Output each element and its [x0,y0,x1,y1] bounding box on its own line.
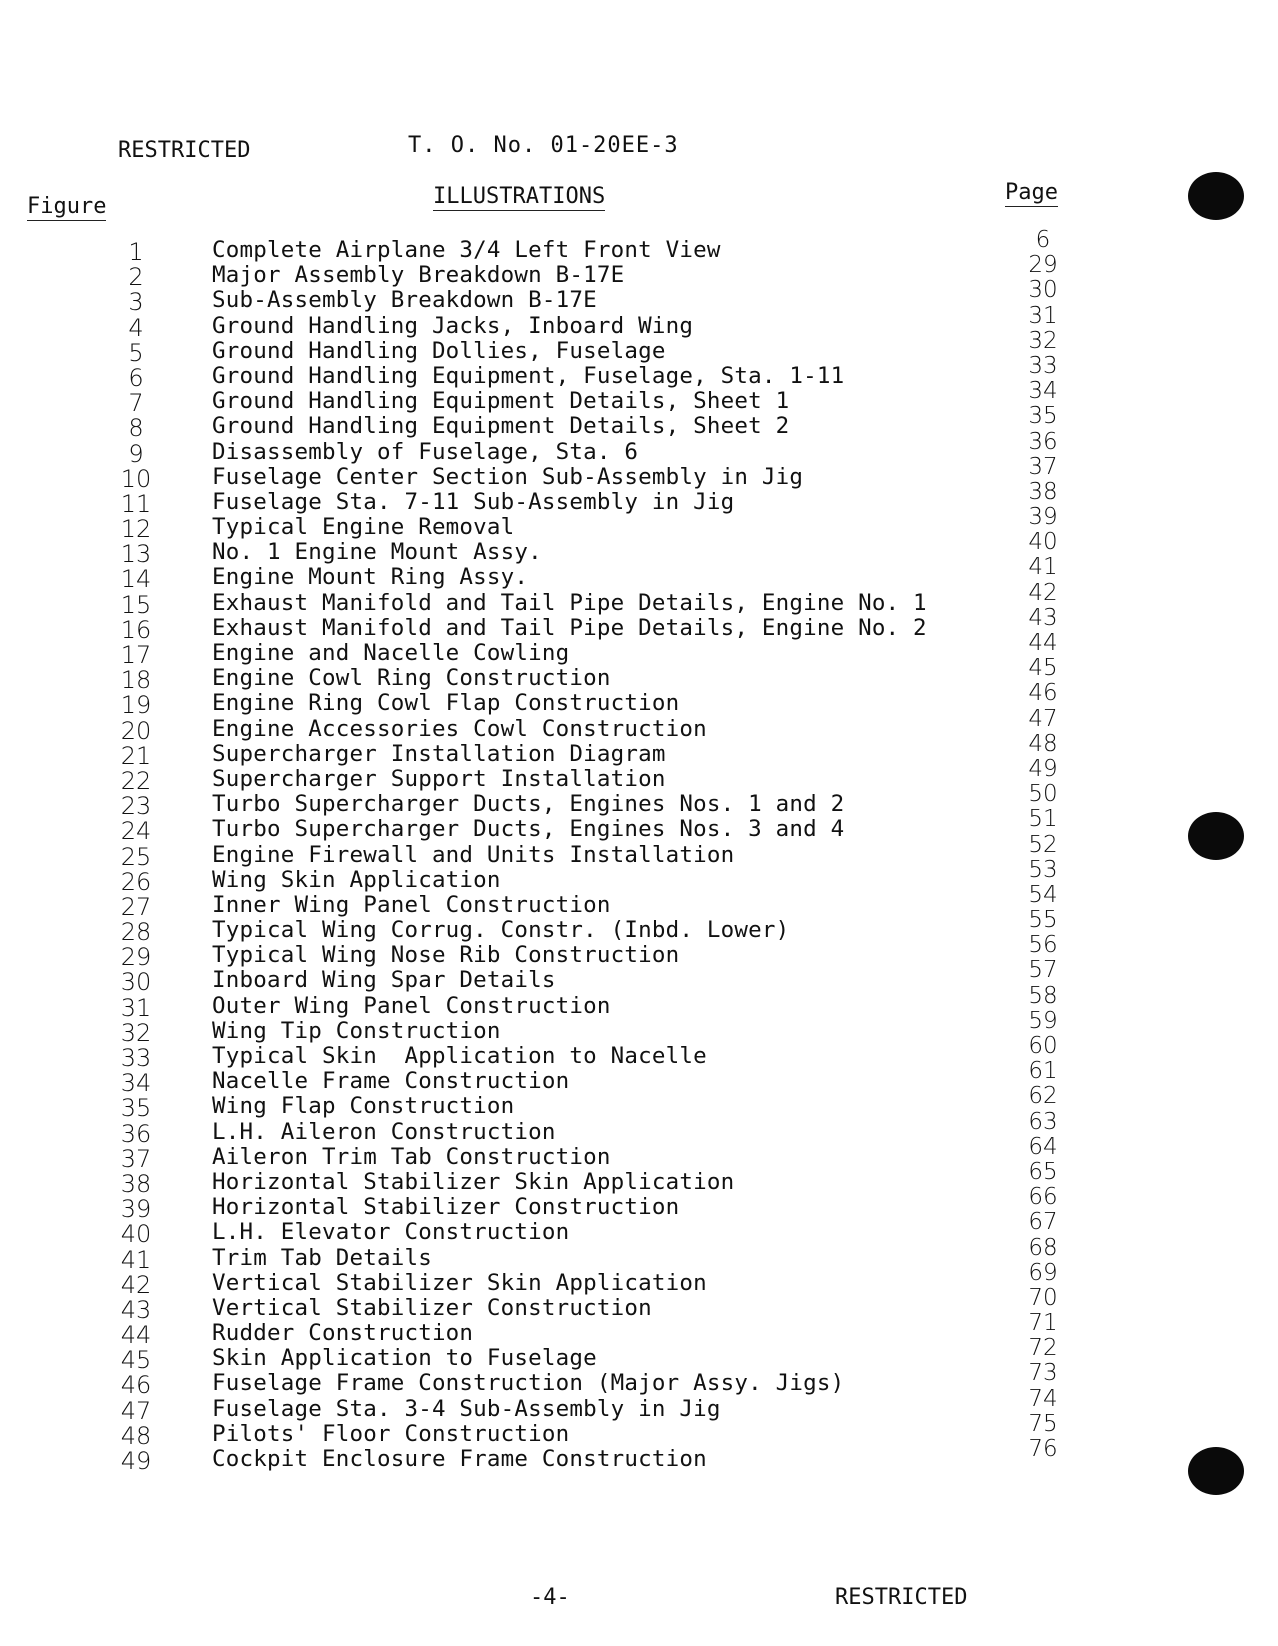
page-number: 75 [1028,1410,1058,1437]
page-number: 65 [1028,1158,1058,1185]
page-number: 30 [1028,277,1058,304]
figure-number: 16 [120,615,152,644]
figure-number: 10 [120,464,152,493]
figure-number: 34 [120,1069,152,1098]
page-number: 61 [1028,1058,1058,1085]
page-number: 67 [1028,1209,1058,1236]
page-number: 59 [1028,1007,1058,1034]
figure-number: 11 [120,489,152,518]
figure-number: 40 [120,1220,152,1249]
illustrations-list [0,227,1278,1475]
figure-number: 47 [120,1396,152,1425]
figure-number: 25 [120,842,152,871]
page-number: 54 [1028,881,1058,908]
column-header-figure: Figure [27,194,107,219]
page-number: 53 [1028,856,1058,883]
page-number: 32 [1028,327,1058,354]
footer-page-number: -4- [530,1585,570,1610]
page-number: 62 [1028,1083,1058,1110]
figure-number: 8 [128,414,144,443]
figure-title: Wing Flap Construction [212,1093,515,1120]
page-number: 48 [1028,730,1058,757]
figure-title: Nacelle Frame Construction [212,1068,570,1095]
figure-title: Inboard Wing Spar Details [212,967,556,994]
figure-title: Vertical Stabilizer Skin Application [212,1269,707,1296]
page-number: 46 [1028,680,1058,707]
figure-title: Turbo Supercharger Ducts, Engines Nos. 3 and 4 [212,816,845,843]
figure-title: Major Assembly Breakdown B-17E [212,262,625,289]
figure-number: 2 [128,263,144,292]
page-number: 51 [1028,806,1058,833]
figure-number: 32 [120,1018,152,1047]
page-number: 29 [1028,252,1058,279]
figure-number: 4 [128,313,144,342]
page-number: 68 [1028,1234,1058,1261]
page-number: 38 [1028,478,1058,505]
figure-number: 14 [120,565,152,594]
figure-title: Fuselage Sta. 3-4 Sub-Assembly in Jig [212,1395,721,1422]
figure-number: 6 [128,363,144,392]
page-number: 69 [1028,1259,1058,1286]
figure-title: Exhaust Manifold and Tail Pipe Details, Engine No. 1 [212,589,927,616]
figure-number: 29 [120,943,152,972]
figure-title: Ground Handling Jacks, Inboard Wing [212,312,694,339]
page-number: 47 [1028,705,1058,732]
page-number: 74 [1028,1385,1058,1412]
figure-title: Engine Cowl Ring Construction [212,665,611,692]
column-header-page: Page [1005,180,1058,205]
figure-title: Engine Ring Cowl Flap Construction [212,690,680,717]
figure-number: 5 [128,338,144,367]
figure-title: Ground Handling Equipment Details, Sheet 2 [212,413,790,440]
figure-title: Exhaust Manifold and Tail Pipe Details, Engine No. 2 [212,614,927,641]
page-number: 50 [1028,781,1058,808]
figure-number: 42 [120,1270,152,1299]
figure-number: 35 [120,1094,152,1123]
figure-number: 38 [120,1169,152,1198]
page-number: 45 [1028,655,1058,682]
page-number: 64 [1028,1133,1058,1160]
figure-title: Wing Tip Construction [212,1017,501,1044]
figure-title: Typical Engine Removal [212,514,515,541]
page-number: 72 [1028,1335,1058,1362]
figure-number: 13 [120,540,152,569]
figure-number: 3 [128,288,144,317]
figure-title: Sub-Assembly Breakdown B-17E [212,287,597,314]
figure-title: Supercharger Installation Diagram [212,740,666,767]
page-number: 6 [1035,227,1051,253]
figure-number: 1 [128,238,144,266]
figure-number: 28 [120,918,152,947]
figure-title: Turbo Supercharger Ducts, Engines Nos. 1 and 2 [212,791,845,818]
figure-number: 46 [120,1371,152,1400]
page-number: 60 [1028,1033,1058,1059]
figure-number: 20 [120,716,152,745]
figure-number: 43 [120,1295,152,1324]
figure-title: Wing Skin Application [212,866,501,893]
figure-number: 22 [120,766,152,795]
page-number: 66 [1028,1184,1058,1211]
page-number: 55 [1028,907,1058,934]
page-number: 37 [1028,453,1058,480]
figure-title: Pilots' Floor Construction [212,1420,570,1447]
header-classification: RESTRICTED [118,138,251,163]
binder-hole-top [1188,172,1244,220]
figure-title: Horizontal Stabilizer Construction [212,1194,680,1221]
figure-title: Fuselage Center Section Sub-Assembly in Jig [212,463,804,490]
figure-title: Engine and Nacelle Cowling [212,640,570,666]
figure-number: 36 [120,1119,152,1148]
page-number: 76 [1028,1436,1058,1462]
page-number: 31 [1028,302,1058,329]
figure-title: Fuselage Frame Construction (Major Assy. Jigs) [212,1370,845,1397]
figure-title: Trim Tab Details [212,1244,432,1271]
figure-number: 12 [120,515,152,544]
page-number: 34 [1028,378,1058,405]
figure-title: Ground Handling Equipment, Fuselage, Sta. 1-11 [212,362,845,389]
footer-classification: RESTRICTED [835,1585,968,1610]
figure-title: Rudder Construction [212,1320,474,1347]
figure-title: Horizontal Stabilizer Skin Application [212,1168,735,1195]
page-number: 36 [1028,428,1058,455]
page-number: 44 [1028,630,1058,656]
figure-title: Skin Application to Fuselage [212,1345,597,1372]
page-title: ILLUSTRATIONS [433,184,606,209]
figure-title: L.H. Aileron Construction [212,1118,556,1145]
page-number: 39 [1028,504,1058,531]
figure-title: Engine Mount Ring Assy. [212,564,529,591]
page-number: 40 [1028,529,1058,556]
figure-title: Ground Handling Dollies, Fuselage [212,337,666,364]
figure-number: 49 [120,1447,152,1475]
page-number: 43 [1028,604,1058,631]
figure-number: 18 [120,666,152,695]
list-item [0,1436,1278,1475]
figure-title: Fuselage Sta. 7-11 Sub-Assembly in Jig [212,488,735,515]
figure-number: 44 [120,1321,152,1350]
figure-title: Disassembly of Fuselage, Sta. 6 [212,438,639,465]
figure-number: 30 [120,968,152,997]
figure-number: 26 [120,867,152,896]
page-number: 35 [1028,403,1058,430]
page-number: 58 [1028,982,1058,1009]
page-number: 71 [1028,1310,1058,1337]
page-number: 73 [1028,1360,1058,1387]
figure-title: Ground Handling Equipment Details, Sheet 1 [212,388,790,415]
figure-number: 7 [128,389,144,418]
page-number: 41 [1028,554,1058,581]
figure-title: Supercharger Support Installation [212,765,666,792]
figure-title: Complete Airplane 3/4 Left Front View [212,237,721,263]
page-number: 42 [1028,579,1058,606]
figure-title: No. 1 Engine Mount Assy. [212,539,542,566]
figure-number: 45 [120,1346,152,1375]
figure-number: 9 [128,439,144,468]
page-number: 49 [1028,755,1058,782]
figure-number: 41 [120,1245,152,1274]
figure-number: 31 [120,993,152,1022]
page-number: 33 [1028,352,1058,379]
figure-number: 37 [120,1144,152,1173]
figure-title: L.H. Elevator Construction [212,1219,570,1246]
page-number: 52 [1028,831,1058,858]
page-number: 56 [1028,932,1058,959]
figure-number: 21 [120,741,152,770]
figure-number: 39 [120,1195,152,1224]
figure-number: 33 [120,1044,152,1072]
figure-title: Cockpit Enclosure Frame Construction [212,1446,707,1472]
page-number: 63 [1028,1108,1058,1135]
figure-title: Engine Accessories Cowl Construction [212,715,707,742]
figure-title: Typical Skin Application to Nacelle [212,1043,707,1069]
figure-title: Aileron Trim Tab Construction [212,1143,611,1170]
figure-title: Inner Wing Panel Construction [212,891,611,918]
figure-title: Engine Firewall and Units Installation [212,841,735,868]
figure-title: Typical Wing Nose Rib Construction [212,942,680,969]
figure-number: 48 [120,1421,152,1450]
figure-number: 24 [120,817,152,846]
figure-number: 23 [120,792,152,821]
figure-number: 17 [120,641,152,669]
figure-title: Typical Wing Corrug. Constr. (Inbd. Lower) [212,917,790,944]
figure-number: 19 [120,691,152,720]
figure-title: Vertical Stabilizer Construction [212,1294,652,1321]
figure-number: 27 [120,892,152,921]
figure-number: 15 [120,590,152,619]
figure-title: Outer Wing Panel Construction [212,992,611,1019]
header-tech-order: T. O. No. 01-20EE-3 [408,133,679,158]
page-number: 70 [1028,1284,1058,1311]
page-number: 57 [1028,957,1058,984]
